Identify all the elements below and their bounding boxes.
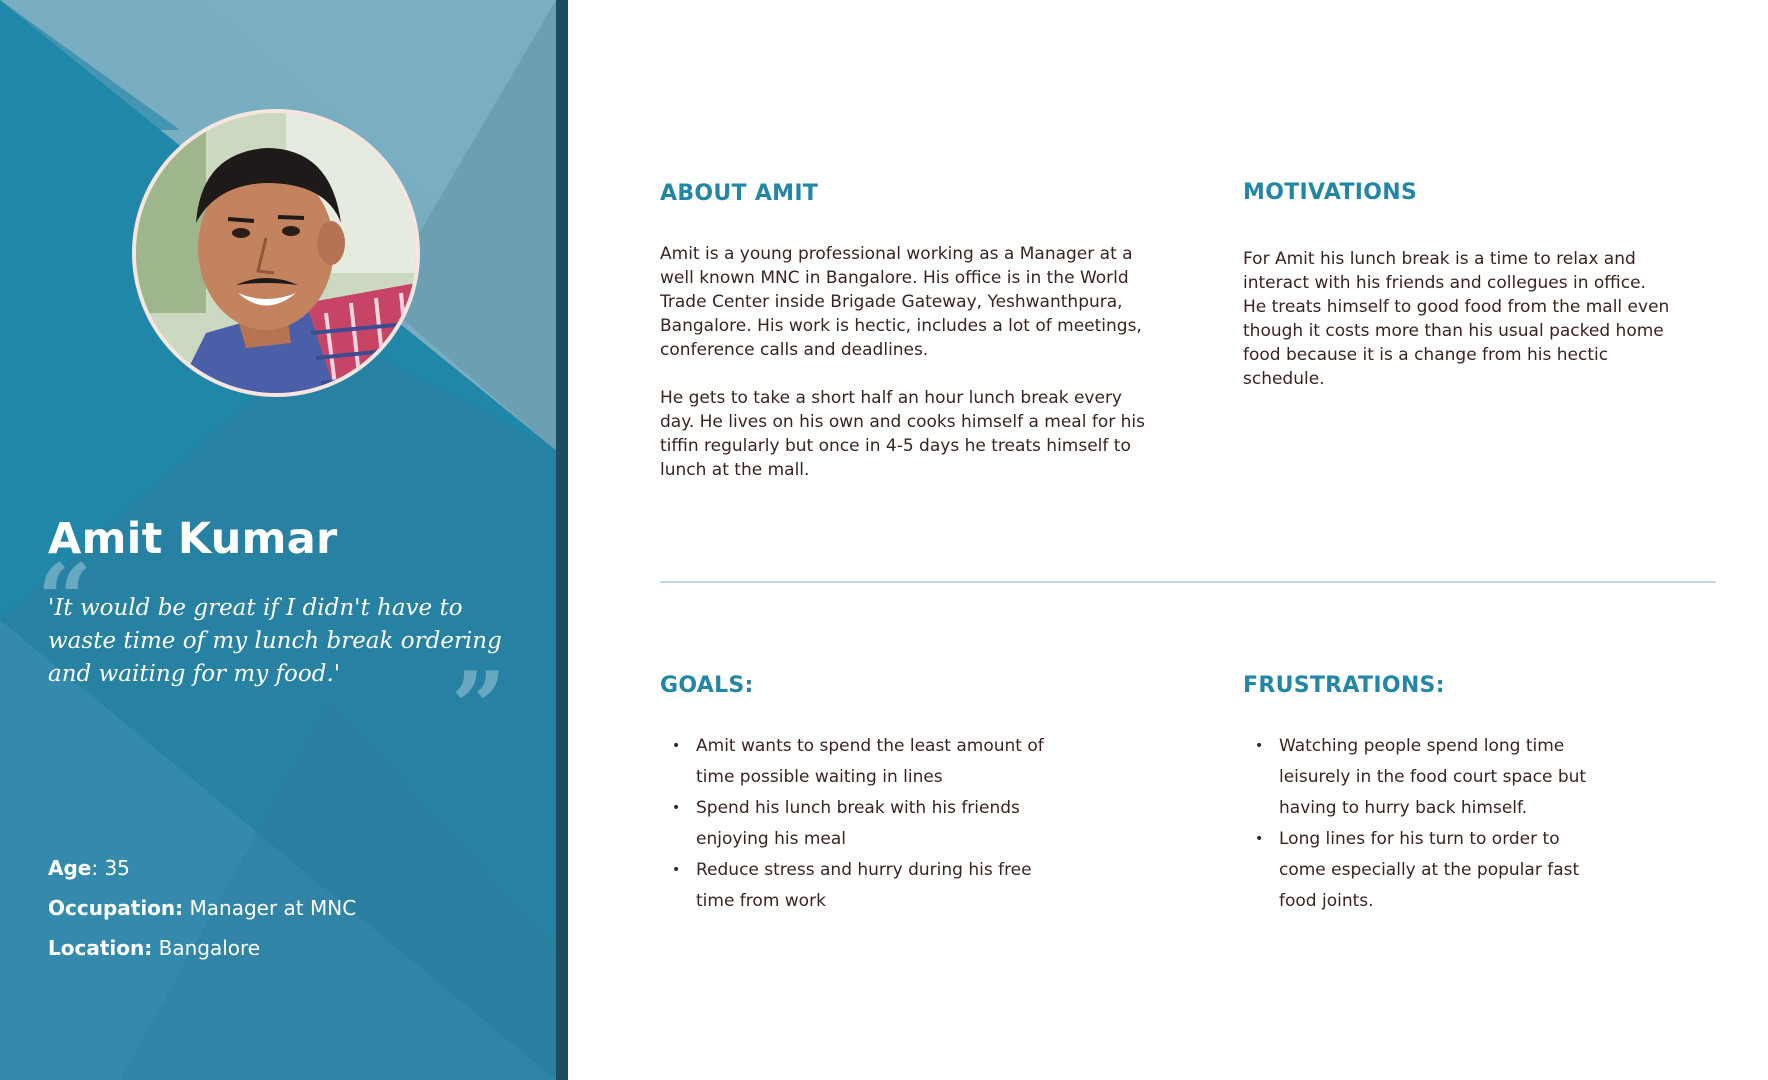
goal-text: Amit wants to spend the least amount of time possible waiting in lines — [696, 736, 1044, 787]
list-item — [1243, 731, 1603, 824]
fact-location — [48, 936, 260, 960]
about-heading: ABOUT AMIT — [660, 181, 819, 206]
persona-name: Amit Kumar — [48, 514, 338, 564]
bullet-icon: • — [672, 862, 681, 878]
frustrations-list — [1243, 731, 1603, 917]
fact-location-value: Bangalore — [152, 936, 261, 960]
fact-occupation-value: Manager at MNC — [183, 896, 357, 920]
bullet-icon: • — [672, 738, 681, 754]
quote-close-mark: ” — [451, 651, 507, 764]
quote-open-mark: “ — [37, 543, 93, 656]
fact-location-label: Location: — [48, 936, 153, 960]
frustrations-heading: FRUSTRATIONS: — [1243, 673, 1445, 698]
fact-occupation — [48, 896, 356, 920]
motivations-heading: MOTIVATIONS — [1243, 180, 1418, 205]
about-paragraph: He gets to take a short half an hour lunch break every day. He lives on his own and cooks himself a meal for his tiffin regularly but once in 4-5 days he treats himself to lunch at the mall. — [660, 388, 1145, 480]
list-item — [660, 855, 1060, 917]
goals-heading: GOALS: — [660, 673, 754, 698]
fact-age-value: : 35 — [91, 856, 130, 880]
frustration-text: Long lines for his turn to order to come especially at the popular fast food joints. — [1279, 829, 1580, 911]
avatar-photo — [136, 113, 416, 393]
fact-occupation-label: Occupation: — [48, 896, 184, 920]
goal-text: Reduce stress and hurry during his free time from work — [696, 860, 1032, 911]
avatar — [132, 109, 420, 397]
about-paragraph: Amit is a young professional working as a Manager at a well known MNC in Bangalore. His office is in the World Trade Center inside Brigade Gateway, Yeshwanthpura, Bangalore. His work is hectic, includes a lot of meetings, conference calls and deadlines. — [660, 244, 1142, 360]
frustration-text: Watching people spend long time leisurely in the food court space but having to hurry back himself. — [1279, 736, 1587, 818]
section-divider — [660, 581, 1716, 583]
goal-text: Spend his lunch break with his friends enjoying his meal — [696, 798, 1020, 849]
fact-age-label: Age — [48, 856, 92, 880]
bullet-icon: • — [1255, 738, 1264, 754]
persona-sidebar — [0, 0, 556, 1080]
sidebar-accent-bar — [556, 0, 568, 1080]
list-item — [660, 793, 1060, 855]
goals-list — [660, 731, 1060, 917]
motivations-paragraph: For Amit his lunch break is a time to relax and interact with his friends and collegues in office. He treats himself to good food from the mall even though it costs more than his usual packed home food because it is a change from his hectic schedule. — [1243, 249, 1670, 389]
motivations-text — [1243, 247, 1673, 391]
fact-age — [48, 856, 130, 880]
persona-quote: 'It would be great if I didn't have to waste time of my lunch break ordering and waiting for my food.' — [48, 595, 502, 687]
list-item — [660, 731, 1060, 793]
list-item — [1243, 824, 1603, 917]
bullet-icon: • — [672, 800, 681, 816]
bullet-icon: • — [1255, 831, 1264, 847]
about-text — [660, 242, 1146, 482]
